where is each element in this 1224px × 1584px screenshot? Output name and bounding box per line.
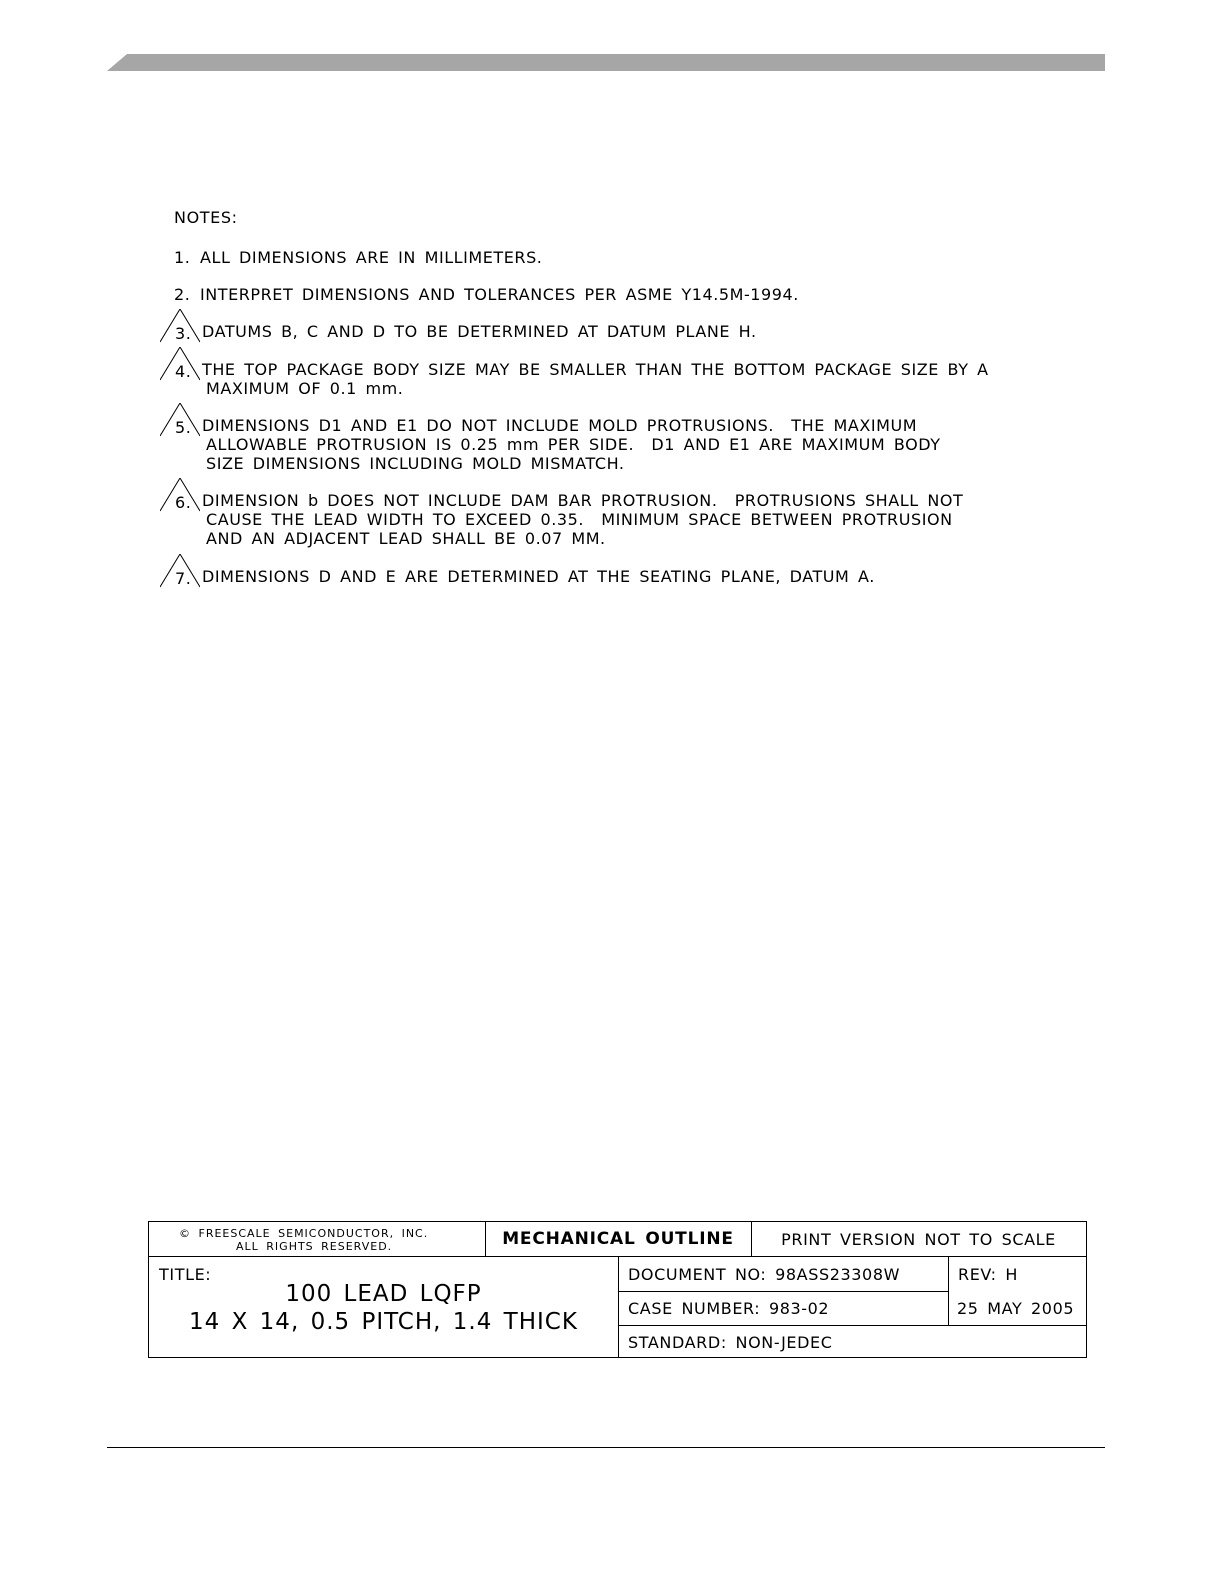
package-title [149,1280,618,1336]
note-text: DATUMS B, C AND D TO BE DETERMINED AT DATUM PLANE H. [202,322,757,341]
note-7 [160,567,1060,586]
mechanical-outline-label: MECHANICAL OUTLINE [502,1229,734,1249]
note-number: 3. [175,324,192,343]
note-text-line: AND AN ADJACENT LEAD SHALL BE 0.07 MM. [206,529,606,548]
case-number: CASE NUMBER: 983-02 [628,1299,830,1318]
note-2 [160,285,799,304]
note-text: ALL DIMENSIONS ARE IN MILLIMETERS. [200,248,543,267]
header-bar [107,54,1105,71]
note-text: DIMENSIONS D AND E ARE DETERMINED AT THE SEATING PLANE, DATUM A. [202,567,875,586]
package-title-line: 14 X 14, 0.5 PITCH, 1.4 THICK [189,1309,578,1335]
note-number: 4. [175,362,192,381]
print-version-label: PRINT VERSION NOT TO SCALE [781,1230,1056,1249]
standard: STANDARD: NON-JEDEC [628,1333,833,1352]
note-text-line: MAXIMUM OF 0.1 mm. [206,379,404,398]
note-text: INTERPRET DIMENSIONS AND TOLERANCES PER ASME Y14.5M-1994. [200,285,799,304]
revision: REV: H [958,1265,1018,1284]
divider [618,1256,619,1357]
title-block [148,1221,1087,1358]
note-number: 1. [174,248,191,267]
note-text-line: CAUSE THE LEAD WIDTH TO EXCEED 0.35. MINIMUM SPACE BETWEEN PROTRUSION [206,510,953,529]
note-number: 7. [175,569,192,588]
document-number: DOCUMENT NO: 98ASS23308W [628,1265,901,1284]
footer-rule [107,1447,1105,1448]
copyright-line: © FREESCALE SEMICONDUCTOR, INC. [179,1227,429,1240]
copyright-line: ALL RIGHTS RESERVED. [236,1240,393,1253]
divider [618,1291,948,1292]
divider [618,1325,1086,1326]
note-text-line: DIMENSION b DOES NOT INCLUDE DAM BAR PROTRUSION. PROTRUSIONS SHALL NOT [202,491,964,510]
divider [948,1256,949,1325]
note-number: 2. [174,285,191,304]
package-title-line: 100 LEAD LQFP [285,1281,482,1307]
note-5 [160,416,1060,473]
note-text-line: THE TOP PACKAGE BODY SIZE MAY BE SMALLER THAN THE BOTTOM PACKAGE SIZE BY A [202,360,989,379]
notes-heading: NOTES: [174,208,238,227]
revision-date: 25 MAY 2005 [957,1299,1075,1318]
note-3 [160,322,1060,344]
note-number: 6. [175,493,192,512]
note-6 [160,491,1060,548]
note-text-line: ALLOWABLE PROTRUSION IS 0.25 mm PER SIDE. D1 AND E1 ARE MAXIMUM BODY [206,435,941,454]
title-label: TITLE: [159,1265,212,1284]
note-text-line: SIZE DIMENSIONS INCLUDING MOLD MISMATCH. [206,454,625,473]
note-number: 5. [175,418,192,437]
note-text-line: DIMENSIONS D1 AND E1 DO NOT INCLUDE MOLD PROTRUSIONS. THE MAXIMUM [202,416,918,435]
note-4 [160,360,1060,398]
note-1 [160,248,542,267]
copyright [179,1227,479,1253]
